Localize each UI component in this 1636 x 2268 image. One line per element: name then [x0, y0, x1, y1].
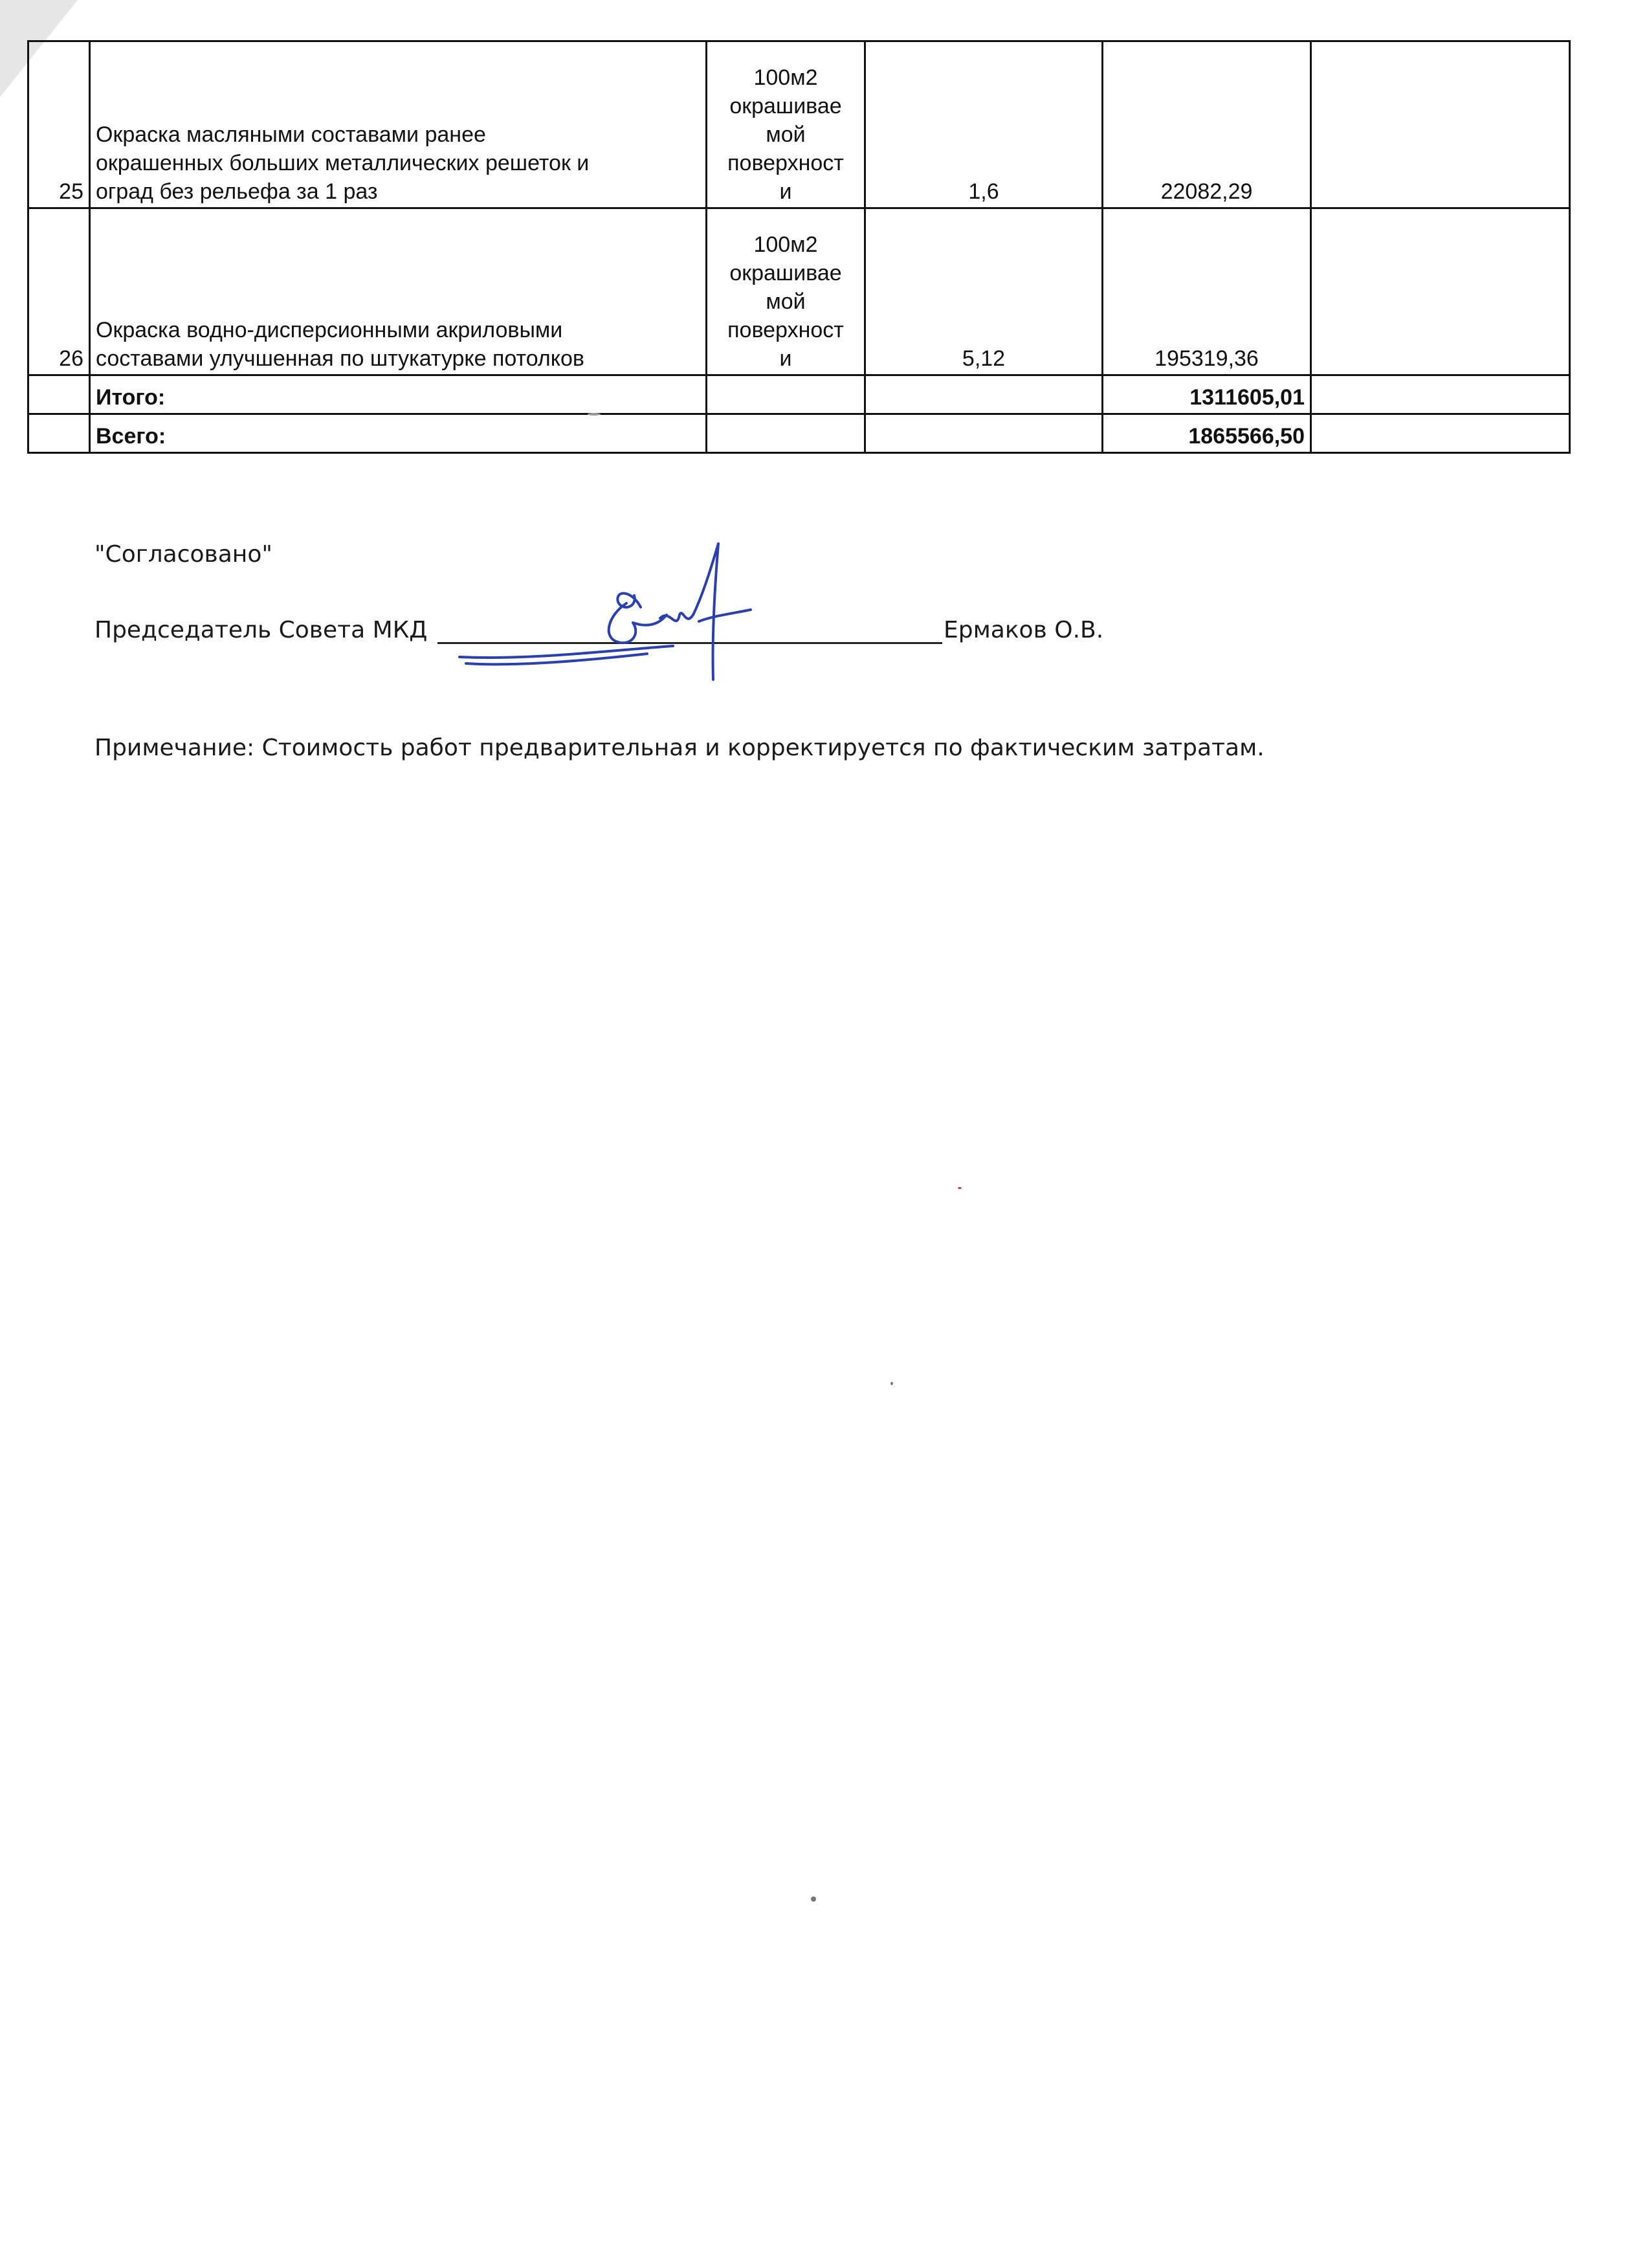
empty-cell [28, 375, 90, 414]
unit-line: окрашивае [729, 261, 842, 285]
empty-cell [865, 414, 1103, 453]
work-name-line: Окраска масляными составами ранее [96, 122, 486, 147]
row-number: 25 [28, 41, 90, 208]
work-name-line: оград без рельефа за 1 раз [96, 179, 378, 204]
unit-line: поверхност [727, 318, 844, 342]
handwritten-signature [453, 531, 815, 693]
scan-speck [890, 1382, 893, 1385]
quantity: 1,6 [865, 41, 1103, 208]
total-value: 1865566,50 [1103, 414, 1311, 453]
empty-cell [865, 375, 1103, 414]
chair-label: Председатель Совета МКД [94, 617, 428, 643]
empty-cell [1311, 414, 1570, 453]
table-row [28, 208, 1570, 375]
work-name-line: окрашенных больших металлических решеток и [96, 151, 590, 175]
unit-line: 100м2 [753, 232, 818, 257]
cost: 195319,36 [1103, 208, 1311, 375]
scan-speck [958, 1187, 962, 1189]
unit-line: и [779, 346, 792, 371]
work-name-line: Окраска водно-дисперсионными акриловыми [96, 318, 563, 342]
scan-speck [588, 413, 601, 416]
subtotal-label: Итого: [90, 375, 707, 414]
empty-cell [1311, 208, 1570, 375]
subtotal-value: 1311605,01 [1103, 375, 1311, 414]
unit-line: и [779, 179, 792, 204]
subtotal-row [28, 375, 1570, 414]
table-row [28, 41, 1570, 208]
empty-cell [707, 414, 865, 453]
empty-cell [707, 375, 865, 414]
unit-line: поверхност [727, 151, 844, 175]
work-name-line: составами улучшенная по штукатурке потолков [96, 346, 584, 371]
work-name [90, 208, 707, 375]
note-text: Примечание: Стоимость работ предварительная и корректируется по фактическим затратам. [94, 735, 1265, 761]
estimate-table [27, 40, 1571, 454]
total-label: Всего: [90, 414, 707, 453]
unit-of-measure [707, 208, 865, 375]
row-number: 26 [28, 208, 90, 375]
total-row [28, 414, 1570, 453]
agreed-label: "Согласовано" [94, 541, 272, 568]
chair-name: Ермаков О.В. [944, 617, 1104, 643]
unit-of-measure [707, 41, 865, 208]
empty-cell [1311, 375, 1570, 414]
empty-cell [1311, 41, 1570, 208]
scan-speck [811, 1896, 816, 1902]
cost: 22082,29 [1103, 41, 1311, 208]
empty-cell [28, 414, 90, 453]
unit-line: мой [766, 122, 806, 147]
unit-line: мой [766, 289, 806, 314]
quantity: 5,12 [865, 208, 1103, 375]
work-name [90, 41, 707, 208]
unit-line: окрашивае [729, 94, 842, 118]
unit-line: 100м2 [753, 65, 818, 90]
